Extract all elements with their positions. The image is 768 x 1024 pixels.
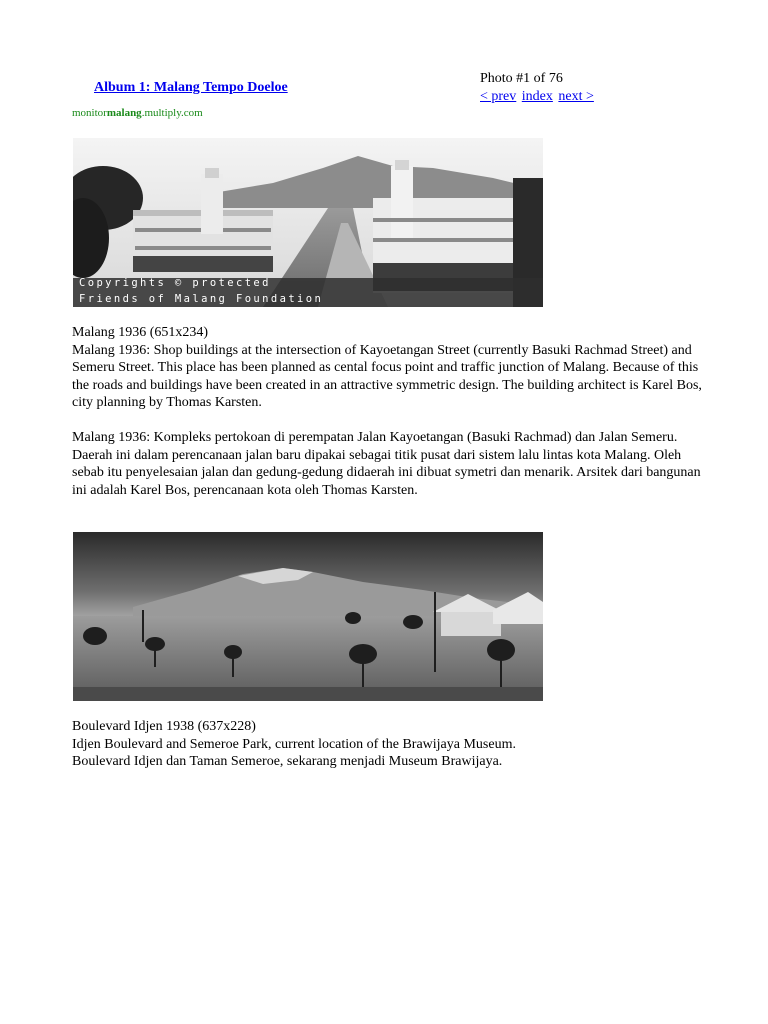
watermark-foundation: Friends of Malang Foundation — [79, 293, 324, 305]
photo-1-description-en — [72, 324, 702, 412]
prev-link[interactable]: < prev — [480, 89, 517, 104]
watermark-copyright: Copyrights © protected — [79, 277, 271, 289]
source-prefix: monitor — [72, 107, 107, 119]
photo-navigation — [480, 89, 596, 105]
photo-2-description — [72, 718, 702, 771]
photo-1-text-en: Malang 1936: Shop buildings at the intersection of Kayoetangan Street (currently Basuki Rachmad Street) and Semeru Street. This place has been planned as cental focus point and traffic junction of Malang. Because of this the roads and buildings have been created in an attractive symmetric design. The building architect is Karel Bos, city planning by Thomas Karsten. — [72, 342, 702, 410]
photo-2-caption-title: Boulevard Idjen 1938 (637x228) — [72, 719, 256, 734]
photo-1-caption-title: Malang 1936 (651x234) — [72, 325, 209, 340]
photo-boulevard-idjen-image — [73, 532, 543, 701]
photo-counter: Photo #1 of 76 — [480, 71, 563, 86]
source-suffix: .multiply.com — [141, 107, 203, 119]
photo-2-text-en: Idjen Boulevard and Semeroe Park, current location of the Brawijaya Museum. — [72, 736, 516, 752]
photo-malang-1936-image — [73, 138, 543, 307]
source-bold: malang — [106, 107, 142, 119]
source-site — [72, 107, 203, 119]
album-title-link[interactable]: Album 1: Malang Tempo Doeloe — [94, 80, 288, 95]
next-link[interactable]: next > — [558, 89, 594, 104]
photo-2-text-id: Boulevard Idjen dan Taman Semeroe, sekarang menjadi Museum Brawijaya. — [72, 754, 503, 769]
photo-boulevard-idjen-1938[interactable] — [73, 532, 543, 701]
photo-malang-1936[interactable] — [73, 138, 543, 307]
photo-1-description-id: Malang 1936: Kompleks pertokoan di perempatan Jalan Kayoetangan (Basuki Rachmad) dan Jalan Semeru. Daerah ini dalam perencanaan jalan baru dipakai sebagai titik pusat dari sistem lalu lintas kota Malang. Oleh sebab itu penyelesaian jalan dan gedung-gedung didaerah ini dibuat symetri dan menarik. Arsitek dari bangunan ini adalah Karel Bos, perencanaan kota oleh Thomas Karsten. — [72, 430, 701, 498]
index-link[interactable]: index — [521, 89, 553, 104]
